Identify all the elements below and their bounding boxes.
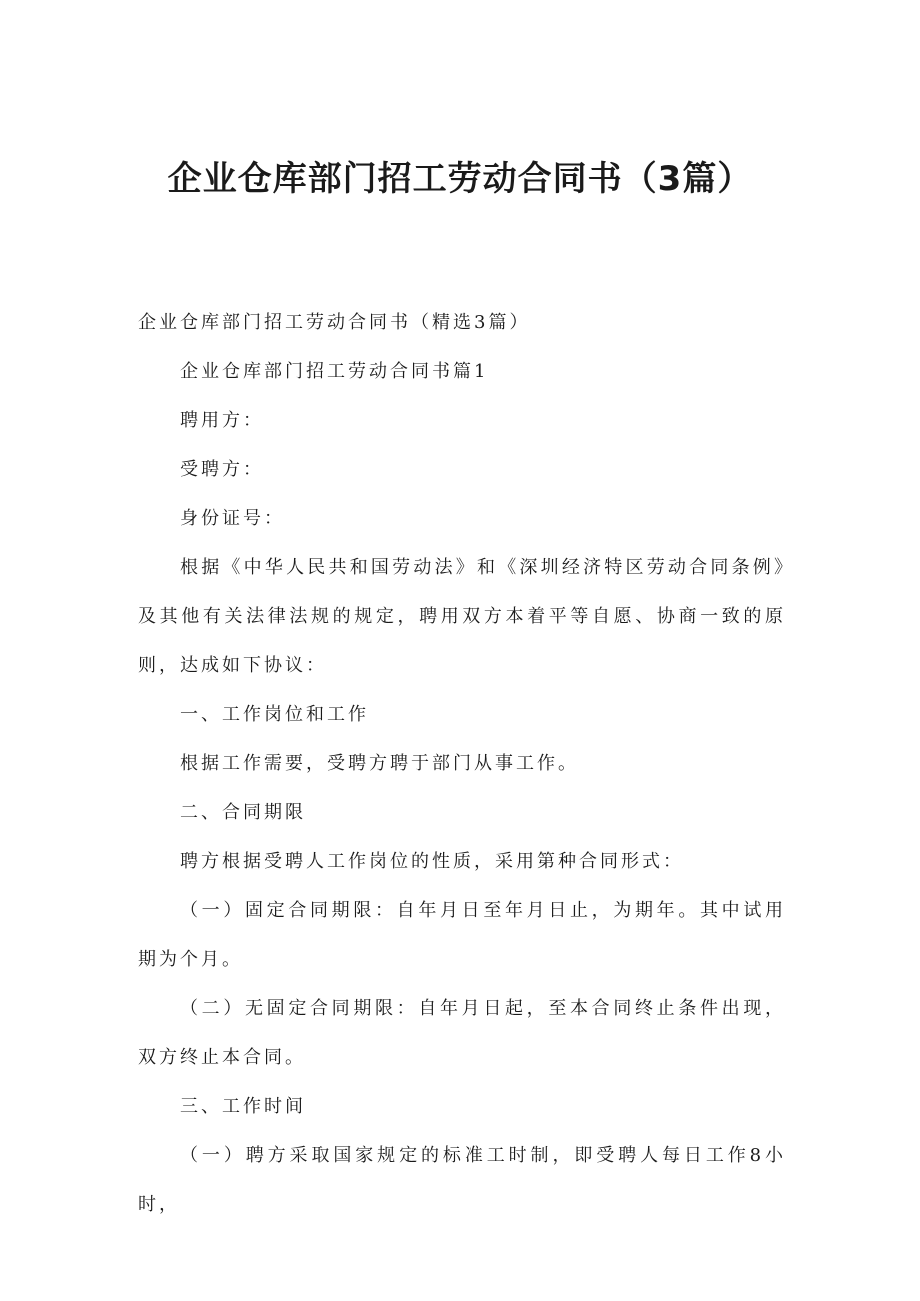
document-body: [138, 298, 786, 1229]
preamble-paragraph: 根据《中华人民共和国劳动法》和《深圳经济特区劳动合同条例》及其他有关法律法规的规定，聘用双方本着平等自愿、协商一致的原则，达成如下协议：: [138, 557, 786, 676]
clause-text: 根据工作需要，受聘方聘于部门从事工作。: [180, 753, 579, 774]
clause-text: 聘方根据受聘人工作岗位的性质，采用第种合同形式：: [180, 851, 684, 872]
employee-field: 受聘方：: [180, 459, 264, 480]
clause-heading-3: 三、工作时间: [180, 1096, 306, 1117]
subtitle-paragraph: 企业仓库部门招工劳动合同书（精选3篇）: [138, 312, 531, 333]
employer-field: 聘用方：: [180, 410, 264, 431]
document-title: 企业仓库部门招工劳动合同书（3篇）: [167, 159, 753, 199]
clause-heading-1: 一、工作岗位和工作: [180, 704, 369, 725]
section-heading: 企业仓库部门招工劳动合同书篇1: [180, 361, 489, 382]
clause-text: （二）无固定合同期限：自年月日起，至本合同终止条件出现，双方终止本合同。: [138, 998, 786, 1068]
id-number-field: 身份证号：: [180, 508, 285, 529]
clause-text: （一）固定合同期限：自年月日至年月日止，为期年。其中试用期为个月。: [138, 900, 786, 970]
clause-heading-2: 二、合同期限: [180, 802, 306, 823]
clause-text: （一）聘方采取国家规定的标准工时制，即受聘人每日工作8小时，: [138, 1145, 786, 1215]
